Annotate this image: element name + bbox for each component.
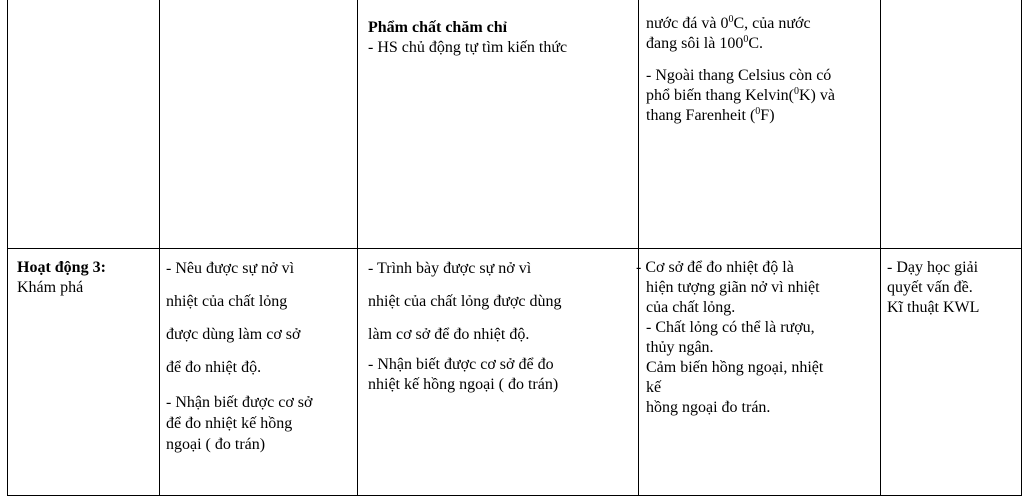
row2-col4-cell: [636, 258, 876, 418]
table-row-divider: [7, 248, 1022, 249]
row2-col4-line-8: hồng ngoại đo trán.: [646, 399, 771, 416]
row2-col1-cell: [17, 258, 155, 298]
activity-subtitle: Khám phá: [17, 279, 84, 296]
row2-col3-line-4: - Nhận biết được cơ sở để đo: [368, 356, 554, 373]
row2-col2-line-6: để đo nhiệt kế hồng: [166, 415, 293, 432]
row2-col4-line-1: - Cơ sở để đo nhiệt độ là: [636, 259, 794, 276]
row2-col2-cell: [166, 252, 354, 455]
row2-col2-line-3: được dùng làm cơ sở: [166, 326, 301, 343]
row2-col5-line-1: - Dạy học giải: [887, 259, 979, 276]
quality-line: - HS chủ động tự tìm kiến thức: [368, 39, 568, 56]
row2-col2-line-1: - Nêu được sự nở vì: [166, 260, 295, 277]
row1-col4-line-5: thang Farenheit ($^0$F): [646, 106, 775, 124]
row2-col5-cell: [887, 258, 1019, 318]
row2-col2-line-2: nhiệt của chất lỏng: [166, 293, 288, 310]
row1-col3-cell: [368, 18, 630, 58]
table-border-bottom: [7, 495, 1022, 496]
row2-col4-line-5: thủy ngân.: [646, 339, 714, 356]
activity-title: Hoạt động 3:: [17, 259, 106, 276]
row2-col4-line-6: Cảm biến hồng ngoại, nhiệt: [646, 359, 824, 376]
row2-col2-line-7: ngoại ( đo trán): [166, 436, 266, 453]
row2-col2-line-5: - Nhận biết được cơ sở: [166, 394, 313, 411]
row1-col4-line-4: phổ biến thang Kelvin($^0$K) và: [646, 86, 835, 104]
row2-col4-line-3: của chất lỏng.: [646, 299, 736, 316]
row2-col4-line-4: - Chất lỏng có thể là rượu,: [646, 319, 815, 336]
row2-col3-line-1: - Trình bày được sự nở vì: [368, 260, 532, 277]
row2-col5-line-2: quyết vấn đề.: [887, 279, 973, 296]
row2-col4-line-2: hiện tượng giãn nở vì nhiệt: [646, 279, 820, 296]
row2-col3-line-5: nhiệt kế hồng ngoại ( đo trán): [368, 376, 559, 393]
row2-col3-line-2: nhiệt của chất lỏng được dùng: [368, 293, 562, 310]
row2-col5-line-3: Kĩ thuật KWL: [887, 299, 980, 316]
row2-col3-cell: [368, 252, 634, 395]
row2-col4-line-7: kế: [646, 379, 662, 396]
row2-col3-line-3: làm cơ sở để đo nhiệt độ.: [368, 326, 530, 343]
row1-col4-line-1: nước đá và $0^0C$, của nước: [646, 14, 811, 32]
row1-col4-line-3: - Ngoài thang Celsius còn có: [646, 67, 832, 84]
row1-col4-cell: [646, 14, 878, 126]
quality-heading: Phẩm chất chăm chỉ: [368, 19, 508, 36]
row2-col2-line-4: để đo nhiệt độ.: [166, 359, 262, 376]
row1-col4-line-2: đang sôi là $100^0C$.: [646, 34, 763, 52]
